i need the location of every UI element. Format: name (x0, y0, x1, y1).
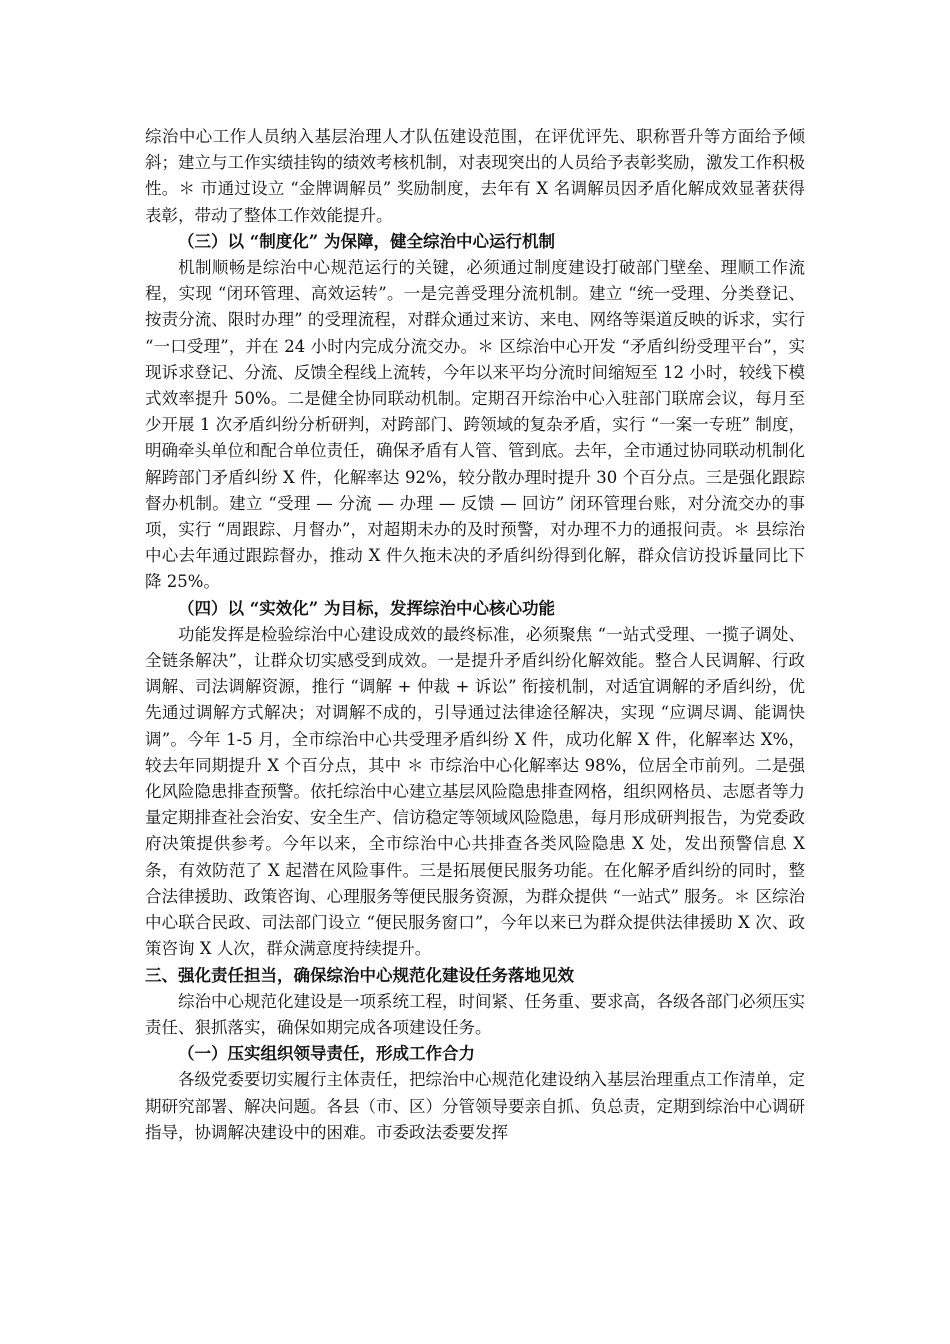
paragraph-operating-mechanism: 机制顺畅是综治中心规范运行的关键，必须通过制度建设打破部门壁垒、理顺工作流程，实现 “闭环管理、高效运转”。一是完善受理分流机制。建立 “统一受理、分类登记、按责分流、限时办理” 的受理流程，对群众通过来访、来电、网络等渠道反映的诉求，实行 “一口受理”，并在 24 小时内完成分流交办。＊ 区综治中心开发 “矛盾纠纷受理平台”，实现诉求登记、分流、反馈全程线上流转，今年以来平均分流时间缩短至 12 小时，较线下模式效率提升 50%。二是健全协同联动机制。定期召开综治中心入驻部门联席会议，每月至少开展 1 次矛盾纠纷分析研判，对跨部门、跨领域的复杂矛盾，实行 “一案一专班” 制度，明确牵头单位和配合单位责任，确保矛盾有人管、管到底。去年，全市通过协同联动机制化解跨部门矛盾纠纷 X 件，化解率达 92%，较分散办理时提升 30 个百分点。三是强化跟踪督办机制。建立 “受理 — 分流 — 办理 — 反馈 — 回访” 闭环管理台账，对分流交办的事项，实行 “周跟踪、月督办”，对超期未办的及时预警，对办理不力的通报问责。＊ 县综治中心去年通过跟踪督办，推动 X 件久拖未决的矛盾纠纷得到化解，群众信访投诉量同比下降 25%。 (145, 258, 805, 592)
heading-institutionalization: （三）以 “制度化” 为保障，健全综治中心运行机制 (178, 231, 555, 251)
paragraph-systems-engineering: 综治中心规范化建设是一项系统工程，时间紧、任务重、要求高，各级各部门必须压实责任、狠抓落实，确保如期完成各项建设任务。 (145, 991, 805, 1037)
document-page (145, 124, 805, 1146)
paragraph-core-functions: 功能发挥是检验综治中心建设成效的最终标准，必须聚焦 “一站式受理、一揽子调处、全链条解决”，让群众切实感受到成效。一是提升矛盾纠纷化解效能。整合人民调解、行政调解、司法调解资源，推行 “调解 + 仲裁 + 诉讼” 衔接机制，对适宜调解的矛盾纠纷，优先通过调解方式解决；对调解不成的，引导通过法律途径解决，实现 “应调尽调、能调快调”。今年 1-5 月，全市综治中心共受理矛盾纠纷 X 件，成功化解 X 件，化解率达 X%，较去年同期提升 X 个百分点，其中 ＊ 市综治中心化解率达 98%，位居全市前列。二是强化风险隐患排查预警。依托综治中心建立基层风险隐患排查网格，组织网格员、志愿者等力量定期排查社会治安、安全生产、信访稳定等领域风险隐患，每月形成研判报告，为党委政府决策提供参考。今年以来，全市综治中心共排查各类风险隐患 X 处，发出预警信息 X 条，有效防范了 X 起潜在风险事件。三是拓展便民服务功能。在化解矛盾纠纷的同时，整合法律援助、政策咨询、心理服务等便民服务资源，为群众提供 “一站式” 服务。＊ 区综治中心联合民政、司法部门设立 “便民服务窗口”，今年以来已为群众提供法律援助 X 次、政策咨询 X 人次，群众满意度持续提升。 (145, 624, 805, 959)
heading-leadership-responsibility: （一）压实组织领导责任，形成工作合力 (178, 1044, 475, 1064)
heading-effectiveness: （四）以 “实效化” 为目标，发挥综治中心核心功能 (178, 598, 555, 618)
paragraph-talent-incentives: 综治中心工作人员纳入基层治理人才队伍建设范围，在评优评先、职称晋升等方面给予倾斜；建立与工作实绩挂钩的绩效考核机制，对表现突出的人员给予表彰奖励，激发工作积极性。＊ 市通过设立 “金牌调解员” 奖励制度，去年有 X 名调解员因矛盾化解成效显著获得表彰，带动了整体工作效能提升。 (145, 127, 805, 225)
paragraph-party-committee-duty: 各级党委要切实履行主体责任，把综治中心规范化建设纳入基层治理重点工作清单，定期研究部署、解决问题。各县（市、区）分管领导要亲自抓、负总责，定期到综治中心调研指导，协调解决建设中的困难。市委政法委要发挥 (145, 1070, 805, 1142)
heading-section-three: 三、强化责任担当，确保综治中心规范化建设任务落地见效 (145, 965, 574, 985)
